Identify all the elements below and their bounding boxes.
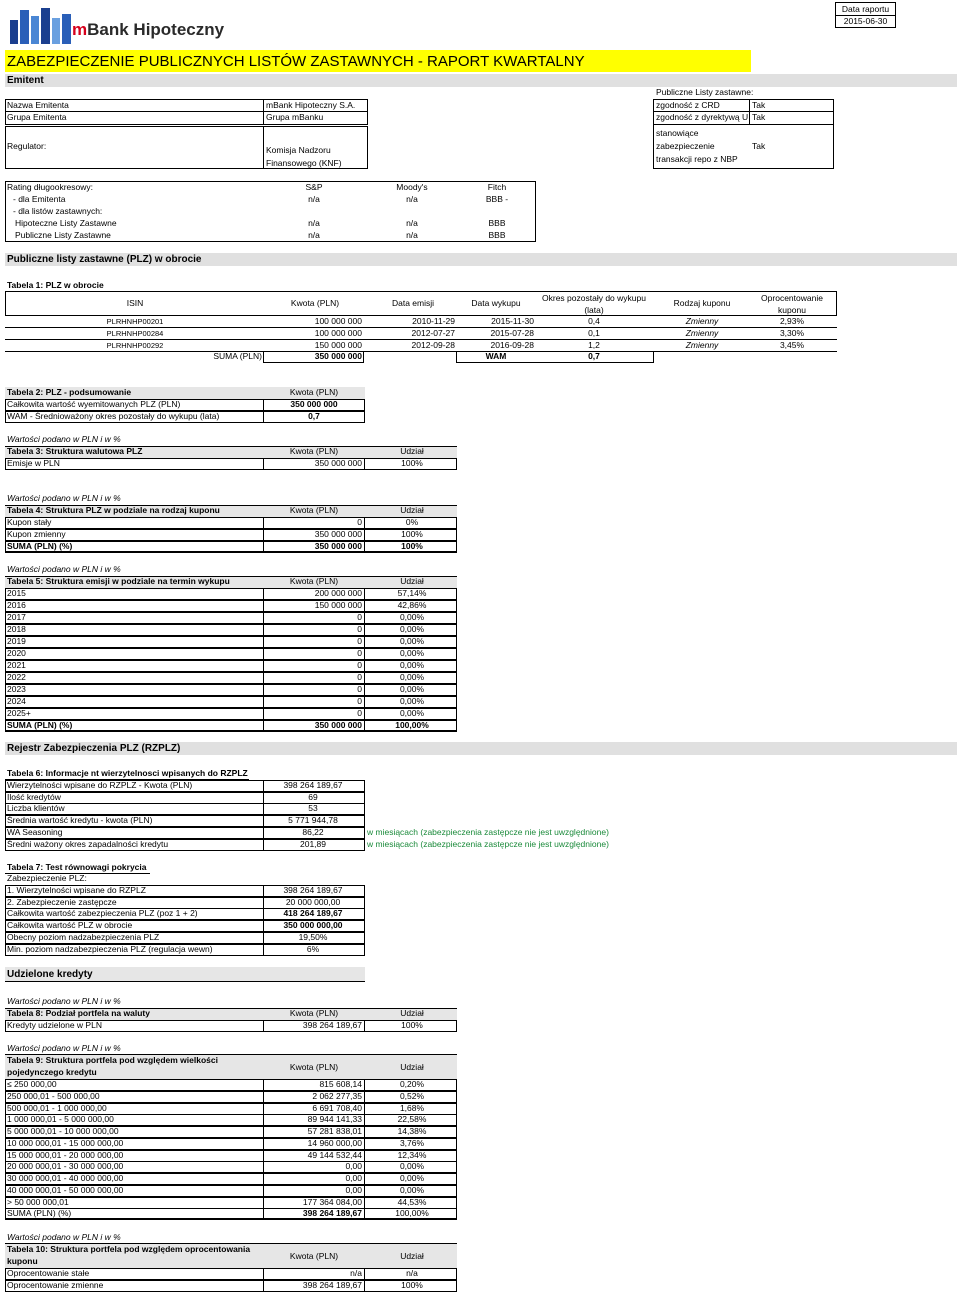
ucits-label: zgodność z dyrektywą U — [656, 112, 749, 122]
t5-amount: 0 — [357, 648, 362, 658]
repo-label-2: zabezpieczenie — [656, 141, 715, 151]
t2-label: Całkowita wartość wyemitowanych PLZ (PLN) — [7, 399, 181, 409]
t9-share: 0,00% — [399, 1184, 425, 1195]
t4-share: 0% — [405, 517, 419, 527]
t9-share: 22,58% — [397, 1114, 427, 1125]
t9-amount: 14 960 000,00 — [307, 1137, 362, 1148]
ucits-value: Tak — [752, 112, 766, 122]
t9-amount: 0,00 — [345, 1184, 362, 1195]
t1-remaining: 0,1 — [588, 328, 600, 338]
t2-title: Tabela 2: PLZ - podsumowanie — [7, 387, 132, 397]
t1-col-isin: ISIN — [126, 298, 144, 308]
t6-value: 201,89 — [300, 838, 326, 849]
t9-title-2: pojedynczego kredytu — [7, 1067, 97, 1077]
t5-amount: 0 — [357, 672, 362, 682]
t1-maturity-date: 2015-11-30 — [491, 316, 534, 326]
t10-amount: 398 264 189,67 — [302, 1279, 362, 1290]
t5-label: 2017 — [7, 612, 26, 622]
t1-remaining: 1,2 — [588, 340, 600, 350]
t9-label: 15 000 000,01 - 20 000 000,00 — [7, 1149, 124, 1160]
t5-label: 2018 — [7, 624, 26, 634]
t3-amount: 350 000 000 — [314, 458, 362, 468]
t1-sum-label: SUMA (PLN) — [213, 351, 262, 361]
t5-share: 57,14% — [397, 588, 427, 598]
t5-share: 0,00% — [399, 612, 425, 622]
t7-label: Całkowita wartość PLZ w obrocie — [7, 920, 133, 931]
t10-col2: Udział — [400, 1251, 424, 1261]
t4-col1: Kwota (PLN) — [289, 505, 339, 515]
t8-title: Tabela 8: Podział portfela na waluty — [7, 1008, 150, 1018]
t9-label: 1 000 000,01 - 5 000 000,00 — [7, 1114, 114, 1125]
t4-share: 100% — [401, 529, 423, 539]
t1-issue-date: 2010-11-29 — [412, 316, 455, 326]
t5-amount: 0 — [357, 612, 362, 622]
t5-share: 0,00% — [399, 684, 425, 694]
t6-label: Średni ważony okres zapadalności kredytu — [7, 838, 169, 849]
t6-label: Wierzytelności wpisane do RZPLZ - Kwota (PLN) — [7, 780, 193, 790]
t5-share: 0,00% — [399, 672, 425, 682]
t6-note: w miesiącach (zabezpieczenia zastępcze nie jest uwzględnione) — [367, 838, 609, 849]
t5-label: 2022 — [7, 672, 26, 682]
t9-label: 500 000,01 - 1 000 000,00 — [7, 1102, 107, 1113]
t9-share: 44,53% — [397, 1196, 427, 1207]
t1-col-amount: Kwota (PLN) — [290, 298, 340, 308]
t9-label: 250 000,01 - 500 000,00 — [7, 1090, 100, 1101]
t6-title: Tabela 6: Informacje nt wierzytelnosci wpisanych do RZPLZ — [7, 768, 248, 778]
t6-value: 86,22 — [302, 826, 324, 837]
t4-col2: Udział — [400, 505, 424, 515]
t5-label: 2019 — [7, 636, 26, 646]
t5-amount: 0 — [357, 696, 362, 706]
report-date-box — [835, 2, 896, 28]
t1-maturity-date: 2016-09-28 — [490, 340, 534, 350]
row-divider — [5, 351, 837, 352]
rating-value: BBB - — [485, 194, 509, 204]
regulator-label: Regulator: — [7, 141, 47, 151]
t5-label: 2020 — [7, 648, 26, 658]
regulator-value-1: Komisja Nadzoru — [266, 145, 331, 155]
t9-amount: 398 264 189,67 — [302, 1208, 362, 1219]
t1-sum-value: 350 000 000 — [314, 351, 362, 361]
t5-label: 2024 — [7, 696, 26, 706]
t6-label: WA Seasoning — [7, 826, 63, 837]
t5-share: 0,00% — [399, 696, 425, 706]
t10-title-2: kuponu — [7, 1256, 38, 1266]
t7-value: 418 264 189,67 — [283, 908, 343, 919]
t3-col1: Kwota (PLN) — [289, 446, 339, 456]
repo-label-3: transakcji repo z NBP — [656, 154, 738, 164]
t9-amount: 815 608,14 — [319, 1079, 362, 1089]
t6-note: w miesiącach (zabezpieczenia zastępcze nie jest uwzględnione) — [367, 826, 609, 837]
t5-amount: 150 000 000 — [314, 600, 362, 610]
skyline-icon — [8, 6, 78, 46]
report-date: 2015-06-30 — [843, 16, 888, 26]
t7-value: 20 000 000,00 — [285, 896, 341, 907]
rating-value: n/a — [406, 230, 418, 240]
emitent-name: mBank Hipoteczny S.A. — [266, 100, 356, 110]
t1-remaining: 0,4 — [588, 316, 600, 326]
plz-side-title: Publiczne Listy zastawne: — [656, 87, 754, 97]
t5-share: 0,00% — [399, 648, 425, 658]
t1-rate: 3,45% — [779, 340, 805, 350]
t3-col2: Udział — [400, 446, 424, 456]
t5-amount: 0 — [357, 636, 362, 646]
t1-issue-date: 2012-07-27 — [411, 328, 455, 338]
t1-wam-label: WAM — [485, 351, 507, 361]
t4-amount: 0 — [357, 517, 362, 527]
t1-amount: 100 000 000 — [314, 328, 362, 338]
t9-share: 0,20% — [399, 1079, 425, 1089]
t9-share: 1,68% — [399, 1102, 425, 1113]
t1-coupon-type: Zmienny — [685, 316, 719, 326]
crd-value: Tak — [752, 100, 766, 110]
t10-note: Wartości podano w PLN i w % — [7, 1232, 121, 1242]
t1-col-issue: Data emisji — [391, 298, 435, 308]
t1-col-rate: Oprocentowanie — [761, 293, 823, 303]
section-rejestr: Rejestr Zabezpieczenia PLZ (RZPLZ) — [5, 742, 957, 755]
t5-amount: 0 — [357, 624, 362, 634]
t9-label: 20 000 000,01 - 30 000 000,00 — [7, 1161, 124, 1172]
t8-label: Kredyty udzielone w PLN — [7, 1020, 102, 1030]
t9-label: SUMA (PLN) (%) — [7, 1208, 72, 1219]
t9-label: 30 000 000,01 - 40 000 000,00 — [7, 1173, 124, 1183]
t5-share: 0,00% — [399, 660, 425, 670]
t5-label: 2016 — [7, 600, 26, 610]
t6-value: 53 — [308, 803, 318, 814]
t9-col1: Kwota (PLN) — [289, 1062, 339, 1072]
t9-share: 12,34% — [397, 1149, 427, 1160]
t7-value: 19,50% — [298, 931, 328, 942]
t8-share: 100% — [401, 1020, 423, 1030]
rating-value: n/a — [308, 194, 320, 204]
t1-isin: PLRHNHP00292 — [106, 341, 164, 350]
t6-label: Liczba klientów — [7, 803, 65, 814]
t2-col: Kwota (PLN) — [289, 387, 339, 397]
t10-label: Oprocentowanie stałe — [7, 1268, 90, 1278]
t1-title: Tabela 1: PLZ w obrocie — [7, 280, 104, 290]
t6-value: 69 — [308, 791, 318, 802]
t6-label: Ilość kredytów — [7, 791, 61, 802]
t1-col-remaining: Okres pozostały do wykupu — [542, 293, 646, 303]
t1-coupon-type: Zmienny — [685, 328, 719, 338]
t8-col2: Udział — [400, 1008, 424, 1018]
t7-label: 1. Wierzytelności wpisane do RZPLZ — [7, 885, 146, 895]
t5-share: 100,00% — [395, 720, 429, 730]
rating-value: BBB — [488, 230, 506, 240]
report-date-label: Data raportu — [841, 4, 890, 14]
rating-row-label: - dla Emitenta — [13, 194, 66, 204]
t2-value: 350 000 000 — [290, 399, 338, 409]
t3-title: Tabela 3: Struktura walutowa PLZ — [7, 446, 143, 456]
rating-row-label: Publiczne Listy Zastawne — [15, 230, 111, 240]
t9-title-1: Tabela 9: Struktura portfela pod względem wielkości — [7, 1055, 218, 1065]
crd-label: zgodność z CRD — [656, 100, 720, 110]
t10-share: n/a — [406, 1268, 418, 1278]
t9-amount: 0,00 — [345, 1173, 362, 1183]
t4-label: SUMA (PLN) (%) — [7, 541, 73, 551]
t10-title-1: Tabela 10: Struktura portfela pod względem oprocentowania — [7, 1244, 251, 1254]
repo-value: Tak — [752, 141, 766, 151]
t9-share: 0,00% — [399, 1161, 425, 1172]
t9-label: 40 000 000,01 - 50 000 000,00 — [7, 1184, 124, 1195]
t5-amount: 0 — [357, 684, 362, 694]
t7-sub: Zabezpieczenie PLZ: — [7, 873, 87, 883]
t8-amount: 398 264 189,67 — [302, 1020, 362, 1030]
t1-rate: 2,93% — [779, 316, 805, 326]
emitent-group-label: Grupa Emitenta — [7, 112, 67, 122]
t10-share: 100% — [401, 1279, 423, 1290]
t9-label: > 50 000 000,01 — [7, 1196, 69, 1207]
rating-col-moodys: Moody's — [396, 182, 428, 192]
t5-share: 0,00% — [399, 636, 425, 646]
t5-label: 2025+ — [7, 708, 31, 718]
t3-share: 100% — [401, 458, 423, 468]
t9-label: 10 000 000,01 - 15 000 000,00 — [7, 1137, 124, 1148]
t6-value: 398 264 189,67 — [283, 780, 343, 790]
t5-label: 2023 — [7, 684, 26, 694]
rating-row-label: - dla listów zastawnych: — [13, 206, 103, 216]
brand-name: Bank Hipoteczny — [87, 20, 225, 39]
t7-label: Min. poziom nadzabezpieczenia PLZ (regulacja wewn) — [7, 943, 213, 954]
regulator-value-2: Finansowego (KNF) — [266, 158, 342, 168]
t4-label: Kupon stały — [7, 517, 52, 527]
t7-value: 6% — [306, 943, 320, 954]
t1-col-coupon-type: Rodzaj kuponu — [673, 298, 731, 308]
t9-share: 0,52% — [399, 1090, 425, 1101]
emitent-name-label: Nazwa Emitenta — [7, 100, 69, 110]
t10-col1: Kwota (PLN) — [289, 1251, 339, 1261]
rating-value: n/a — [308, 230, 320, 240]
rating-col-sp: S&P — [305, 182, 323, 192]
repo-label-1: stanowiące — [656, 128, 699, 138]
t4-amount: 350 000 000 — [314, 529, 362, 539]
t1-wam-value: 0,7 — [588, 351, 600, 361]
rating-row-label: Hipoteczne Listy Zastawne — [15, 218, 117, 228]
t5-share: 0,00% — [399, 708, 425, 718]
t5-label: 2015 — [7, 588, 26, 598]
brand-prefix: m — [72, 20, 88, 39]
section-kredyty: Udzielone kredyty — [7, 969, 93, 980]
t4-label: Kupon zmienny — [7, 529, 66, 539]
t3-label: Emisje w PLN — [7, 458, 60, 468]
t2-label: WAM - Średnioważony okres pozostały do wykupu (lata) — [7, 411, 220, 421]
t9-amount: 177 364 084,00 — [302, 1196, 362, 1207]
t1-isin: PLRHNHP00284 — [106, 329, 164, 338]
t7-value: 350 000 000,00 — [283, 920, 343, 931]
t5-label: 2021 — [7, 660, 26, 670]
t4-title: Tabela 4: Struktura PLZ w podziale na rodzaj kuponu — [7, 505, 220, 515]
t9-share: 14,38% — [397, 1126, 427, 1136]
t2-value: 0,7 — [308, 411, 320, 421]
section-emitent: Emitent — [5, 74, 957, 87]
logo — [8, 6, 243, 46]
t1-issue-date: 2012-09-28 — [411, 340, 455, 350]
t9-amount: 6 691 708,40 — [312, 1102, 362, 1113]
t9-amount: 57 281 838,01 — [307, 1126, 362, 1136]
rating-value: n/a — [406, 194, 418, 204]
t9-col2: Udział — [400, 1062, 424, 1072]
t8-col1: Kwota (PLN) — [289, 1008, 339, 1018]
t5-share: 42,86% — [397, 600, 427, 610]
t7-title: Tabela 7: Test równowagi pokrycia — [7, 862, 147, 872]
section-plz: Publiczne listy zastawne (PLZ) w obrocie — [5, 253, 957, 266]
rating-title: Rating długookresowy: — [7, 182, 93, 192]
t5-amount: 0 — [357, 660, 362, 670]
t5-share: 0,00% — [399, 624, 425, 634]
t5-amount: 0 — [357, 708, 362, 718]
t1-rate: 3,30% — [779, 328, 805, 338]
rating-value: n/a — [308, 218, 320, 228]
t1-isin: PLRHNHP00201 — [106, 317, 164, 326]
t7-label: 2. Zabezpieczenie zastępcze — [7, 896, 117, 907]
t5-note: Wartości podano w PLN i w % — [7, 564, 121, 574]
page-title: ZABEZPIECZENIE PUBLICZNYCH LISTÓW ZASTAWNYCH - RAPORT KWARTALNY — [7, 53, 585, 70]
t6-value: 5 771 944,78 — [288, 815, 338, 826]
t9-amount: 0,00 — [345, 1161, 362, 1172]
t1-col-maturity: Data wykupu — [471, 298, 521, 308]
t4-note: Wartości podano w PLN i w % — [7, 493, 121, 503]
t5-title: Tabela 5: Struktura emisji w podziale na termin wykupu — [7, 576, 230, 586]
title-bar — [5, 50, 751, 72]
t10-label: Oprocentowanie zmienne — [7, 1279, 104, 1290]
t9-note: Wartości podano w PLN i w % — [7, 1043, 121, 1053]
t6-label: Średnia wartość kredytu - kwota (PLN) — [7, 815, 153, 826]
rating-value: BBB — [488, 218, 506, 228]
t9-share: 100,00% — [395, 1208, 429, 1219]
t3-note: Wartości podano w PLN i w % — [7, 434, 121, 444]
emitent-group: Grupa mBanku — [266, 112, 324, 122]
t5-label: SUMA (PLN) (%) — [7, 720, 73, 730]
t1-maturity-date: 2015-07-28 — [490, 328, 534, 338]
t7-value: 398 264 189,67 — [283, 885, 343, 895]
t1-amount: 100 000 000 — [314, 316, 362, 326]
t9-label: ≤ 250 000,00 — [7, 1079, 57, 1089]
t8-note: Wartości podano w PLN i w % — [7, 996, 121, 1006]
t5-amount: 200 000 000 — [314, 588, 362, 598]
t5-col2: Udział — [400, 576, 424, 586]
t7-label: Obecny poziom nadzabezpieczenia PLZ — [7, 931, 160, 942]
t4-share: 100% — [401, 541, 423, 551]
t9-amount: 49 144 532,44 — [307, 1149, 362, 1160]
t5-col1: Kwota (PLN) — [289, 576, 339, 586]
t9-amount: 2 062 277,35 — [312, 1090, 362, 1101]
t5-amount: 350 000 000 — [314, 720, 362, 730]
t1-amount: 150 000 000 — [314, 340, 362, 350]
t4-amount: 350 000 000 — [314, 541, 362, 551]
t1-col-rate-unit: kuponu — [778, 305, 806, 315]
rating-col-fitch: Fitch — [487, 182, 507, 192]
t1-coupon-type: Zmienny — [685, 340, 719, 350]
t9-share: 3,76% — [399, 1137, 425, 1148]
t9-label: 5 000 000,01 - 10 000 000,00 — [7, 1126, 119, 1136]
t9-share: 0,00% — [399, 1173, 425, 1183]
t9-amount: 89 944 141,33 — [307, 1114, 362, 1125]
t1-col-remaining-unit: (lata) — [584, 305, 604, 315]
rating-value: n/a — [406, 218, 418, 228]
t10-amount: n/a — [350, 1268, 362, 1278]
t7-label: Całkowita wartość zabezpieczenia PLZ (poz 1 + 2) — [7, 908, 198, 919]
